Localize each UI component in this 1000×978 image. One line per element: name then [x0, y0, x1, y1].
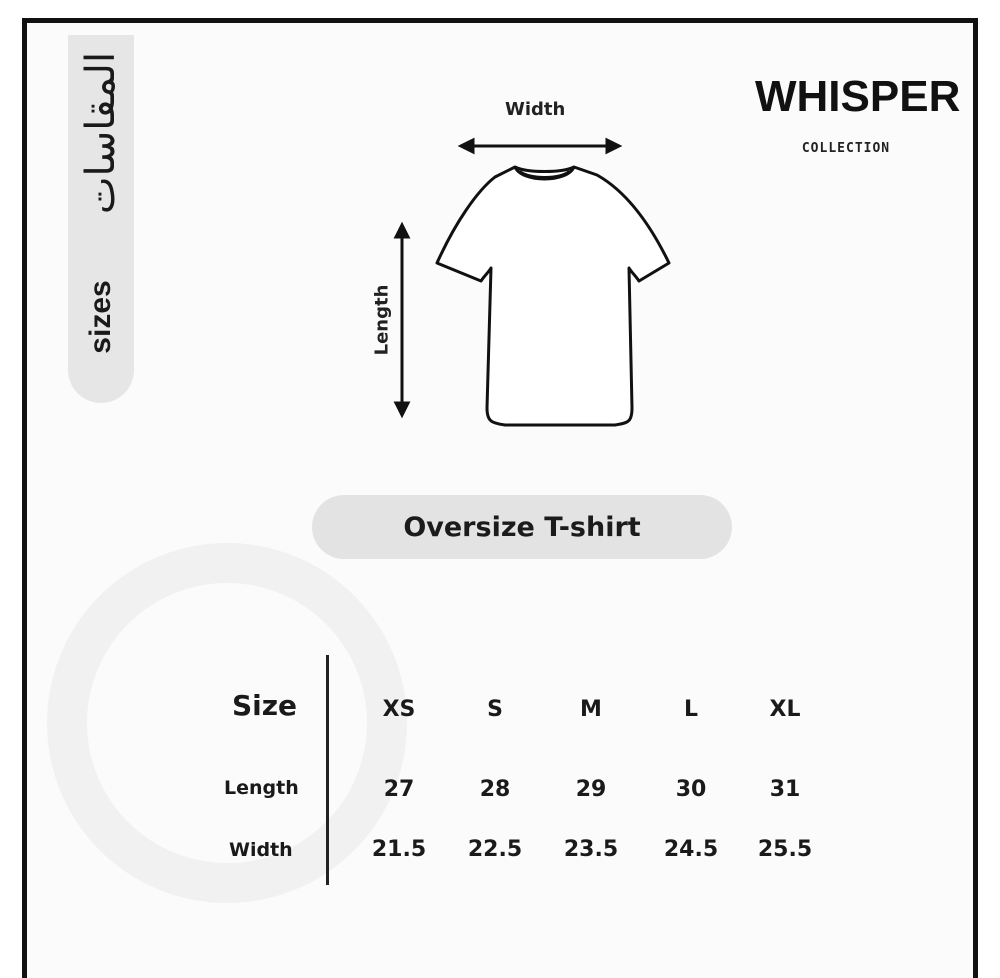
- width-value: 24.5: [663, 837, 719, 862]
- table-divider: [326, 655, 329, 885]
- brand-logo: [755, 72, 961, 156]
- length-value: 31: [769, 777, 801, 802]
- size-header-label: Size: [232, 689, 298, 722]
- product-title: Oversize T-shirt: [403, 511, 641, 543]
- length-arrow-icon: [396, 225, 408, 415]
- size-header-l: L: [683, 697, 699, 722]
- tshirt-outline-icon: [437, 167, 669, 425]
- watermark-circle: [47, 543, 407, 903]
- row-label-width: Width: [229, 839, 293, 861]
- width-value: 25.5: [757, 837, 813, 862]
- size-header-m: M: [580, 697, 602, 722]
- length-value: 29: [575, 777, 607, 802]
- length-value: 27: [383, 777, 415, 802]
- width-label: Width: [505, 99, 566, 120]
- width-value: 23.5: [563, 837, 619, 862]
- width-arrow-icon: [461, 140, 619, 152]
- width-value: 21.5: [371, 837, 427, 862]
- length-value: 30: [675, 777, 707, 802]
- product-title-pill: [312, 495, 732, 559]
- size-chart-card: المقاسات sizes WHISPER COLLECTION Width Length Oversize T-shirt Size XS S M L XL Length 27 28 29 30 31 Width 21.5 22.5 23.5 24.5 25.5: [22, 18, 978, 978]
- row-label-length: Length: [224, 777, 299, 799]
- brand-name: WHISPER: [755, 72, 961, 121]
- tshirt-diagram: [367, 103, 687, 443]
- size-header-xl: XL: [769, 697, 801, 722]
- size-header-s: S: [487, 697, 503, 722]
- brand-subtitle: COLLECTION: [801, 141, 891, 156]
- length-value: 28: [479, 777, 511, 802]
- size-header-xs: XS: [382, 697, 416, 722]
- width-value: 22.5: [467, 837, 523, 862]
